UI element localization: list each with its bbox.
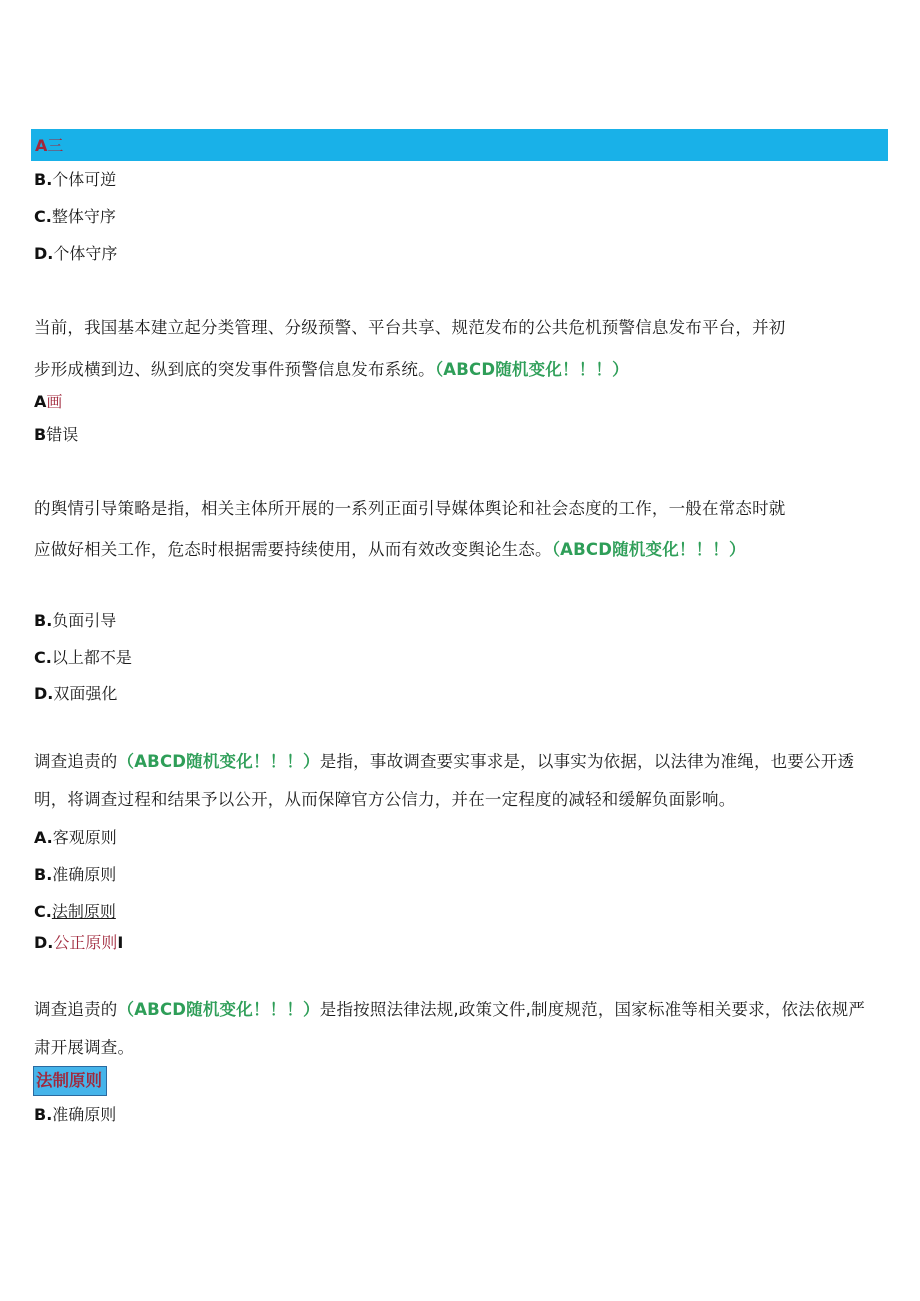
option-d: D.个体守序 (34, 244, 118, 263)
question-text-cont: 明，将调查过程和结果予以公开，从而保障官方公信力，并在一定程度的减轻和缓解负面影响。 (34, 790, 736, 809)
question-text: 调查追责的（ABCD随机变化！！！）是指，事故调查要实事求是，以事实为依据，以法律为准绳，也要公开透 (34, 752, 855, 771)
option-d: D.双面强化 (34, 684, 118, 703)
question-text-cont: 应做好相关工作，危态时根据需要持续使用，从而有效改变舆论生态。（ABCD随机变化！！！） (34, 540, 746, 559)
random-tag: （ABCD随机变化！！！） (117, 752, 320, 771)
random-tag: （ABCD随机变化！！！） (551, 540, 746, 559)
question-text: 调查追责的（ABCD随机变化！！！）是指按照法律法规,政策文件,制度规范，国家标准等相关要求，依法依规严 (34, 1000, 866, 1019)
option-b: B.准确原则 (34, 865, 117, 884)
option-b: B.个体可逆 (34, 170, 117, 189)
random-tag: （ABCD随机变化！！！） (117, 1000, 320, 1019)
highlighted-answer-bar (31, 129, 888, 161)
question-text-cont: 步形成横到边、纵到底的突发事件预警信息发布系统。（ABCD随机变化！！！） (34, 360, 629, 379)
question-text-cont: 肃开展调查。 (34, 1038, 135, 1057)
option-c: C.以上都不是 (34, 648, 132, 667)
option-a: A三 (35, 136, 64, 155)
option-a: A.客观原则 (34, 828, 117, 847)
highlighted-answer-box: 法制原则 (33, 1066, 107, 1096)
cursor-mark: I (117, 933, 124, 952)
option-b: B.负面引导 (34, 611, 117, 630)
option-a: A画 (34, 392, 63, 411)
question-text: 当前，我国基本建立起分类管理、分级预警、平台共享、规范发布的公共危机预警信息发布平台，并初 (34, 318, 786, 337)
option-b: B错误 (34, 425, 79, 444)
question-text: 的舆情引导策略是指，相关主体所开展的一系列正面引导媒体舆论和社会态度的工作，一般在常态时就 (34, 499, 786, 518)
option-c: C.整体守序 (34, 207, 116, 226)
option-b: B.准确原则 (34, 1105, 117, 1124)
option-d: D.公正原则I (34, 933, 124, 952)
option-c: C.法制原则 (34, 902, 116, 921)
random-tag: （ABCD随机变化！！！） (434, 360, 629, 379)
